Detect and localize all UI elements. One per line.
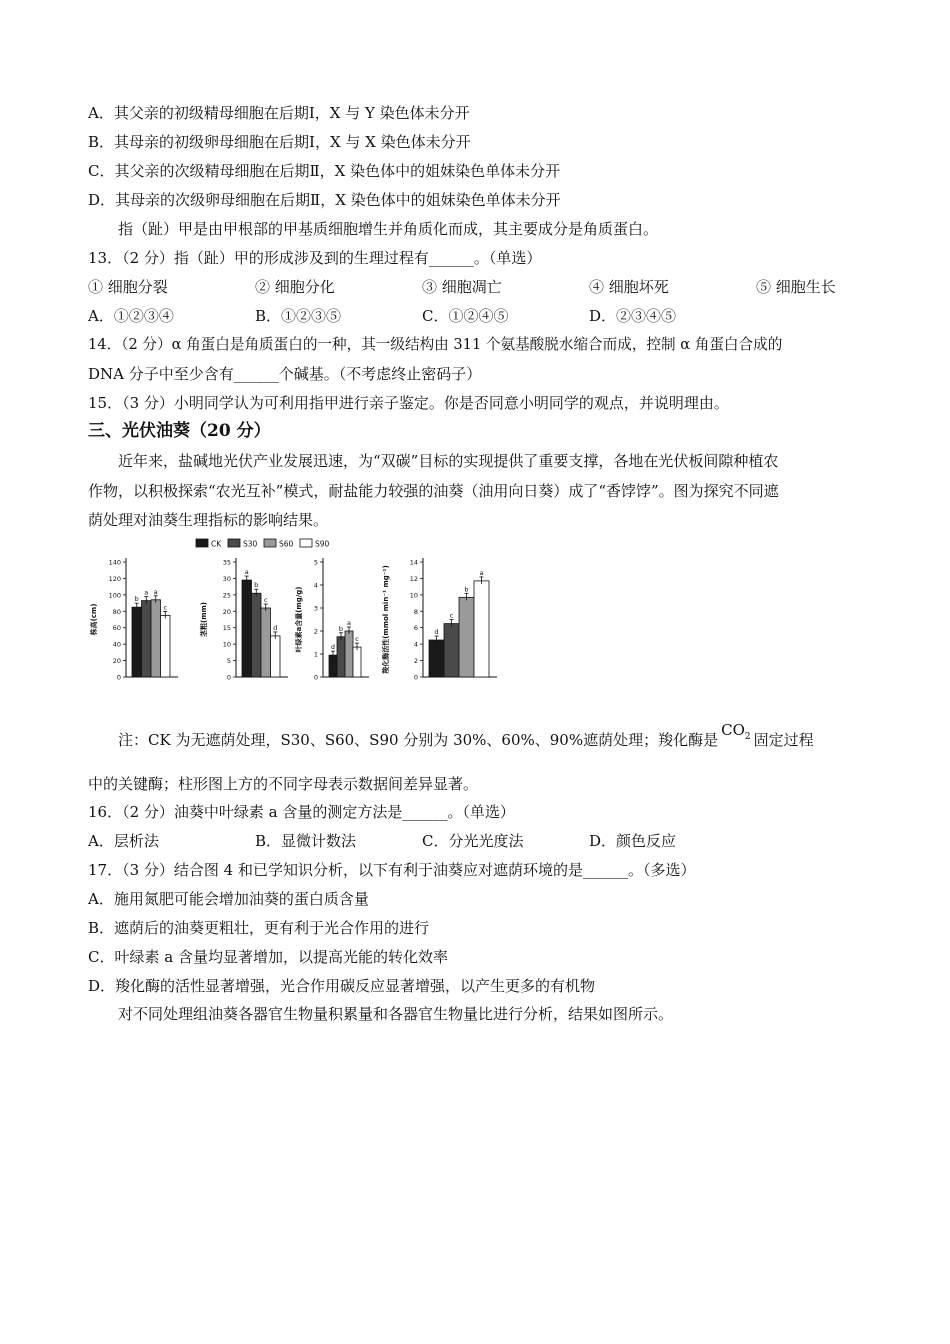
q17-option-b: B．遮荫后的油葵更粗壮，更有利于光合作用的进行 — [88, 919, 430, 937]
y-tick-label: 12 — [409, 574, 418, 583]
bar-s90 — [271, 636, 281, 677]
q16-option-d: D．颜色反应 — [589, 832, 677, 850]
y-tick-label: 40 — [112, 640, 121, 649]
y-tick-label: 35 — [222, 558, 231, 567]
y-tick-label: 5 — [313, 558, 318, 567]
chart-panel-4 — [381, 558, 497, 682]
prev-option-d: D．其母亲的次级卵母细胞在后期Ⅱ，X 染色体中的姐妹染色单体未分开 — [88, 191, 561, 209]
chart-panel-1 — [89, 558, 178, 682]
y-tick-label: 5 — [226, 657, 231, 666]
bar-s30 — [142, 601, 152, 677]
q17-option-d: D．羧化酶的活性显著增强，光合作用碳反应显著增强，以产生更多的有机物 — [88, 977, 596, 995]
bar-ck — [429, 640, 444, 677]
y-axis-label: 叶绿素a含量(mg/g) — [295, 586, 303, 653]
significance-letter: d — [273, 623, 278, 632]
legend-swatch-s30 — [228, 539, 240, 547]
q13-item-4: ④ 细胞坏死 — [589, 278, 669, 296]
significance-letter: d — [330, 643, 336, 652]
y-tick-label: 3 — [313, 604, 318, 613]
chart-panel-3 — [294, 558, 369, 682]
bar-s90 — [474, 581, 489, 677]
y-tick-label: 2 — [313, 627, 318, 636]
y-tick-label: 0 — [116, 673, 121, 682]
y-tick-label: 25 — [222, 591, 231, 600]
q16-option-c: C．分光光度法 — [422, 832, 524, 850]
significance-letter: a — [479, 568, 484, 577]
q16-option-a: A．层析法 — [88, 832, 159, 850]
y-tick-label: 10 — [222, 640, 231, 649]
bar-s60 — [261, 608, 271, 677]
bar-ck — [132, 607, 142, 677]
section-para-line2: 作物，以积极探索“农光互补”模式，耐盐能力较强的油葵（油用向日葵）成了“香饽饽”。图为探究不同遮 — [88, 482, 779, 500]
y-tick-label: 14 — [409, 558, 418, 567]
section-para-line3: 荫处理对油葵生理指标的影响结果。 — [88, 511, 329, 529]
figure-note-suffix: 固定过程 — [753, 731, 814, 749]
significance-letter: b — [254, 581, 259, 590]
y-axis-label: 株高(cm) — [90, 603, 98, 636]
prev-option-c: C．其父亲的次级精母细胞在后期Ⅱ，X 染色体中的姐妹染色单体未分开 — [88, 162, 561, 180]
y-tick-label: 8 — [413, 607, 418, 616]
q16-stem: 16．（2 分）油葵中叶绿素 a 含量的测定方法是______。（单选） — [88, 803, 515, 821]
bar-ck — [242, 580, 252, 677]
y-tick-label: 6 — [413, 624, 418, 633]
bar-s30 — [337, 637, 345, 677]
significance-letter: b — [464, 585, 469, 594]
legend-swatch-s90 — [300, 539, 312, 547]
q13-option-c: C．①②④⑤ — [422, 307, 509, 325]
legend-label-s90: S90 — [315, 539, 330, 549]
q13-stem: 13．（2 分）指（趾）甲的形成涉及到的生理过程有______。（单选） — [88, 249, 542, 267]
q14-line1: 14．（2 分）α 角蛋白是角质蛋白的一种，其一级结构由 311 个氨基酸脱水缩合而成，控制 α 角蛋白合成的 — [88, 336, 783, 353]
bar-ck — [329, 655, 337, 677]
y-tick-label: 4 — [413, 640, 418, 649]
legend-label-s60: S60 — [279, 539, 294, 549]
legend-swatch-ck — [196, 539, 208, 547]
bar-s60 — [345, 631, 353, 677]
shading-figure — [88, 534, 508, 710]
y-tick-label: 30 — [222, 574, 231, 583]
section-para-line1: 近年来，盐碱地光伏产业发展迅速，为“双碳”目标的实现提供了重要支撑，各地在光伏板间隙种植农 — [118, 452, 779, 470]
y-axis-label: 羧化酶活性(mmol min⁻¹ mg⁻¹) — [382, 565, 390, 674]
q13-option-a: A．①②③④ — [88, 307, 174, 325]
q15-stem: 15．（3 分）小明同学认为可利用指甲进行亲子鉴定。你是否同意小明同学的观点，并说明理由。 — [88, 394, 729, 412]
significance-letter: c — [163, 603, 168, 612]
q17-option-c: C．叶绿素 a 含量均显著增加，以提高光能的转化效率 — [88, 948, 448, 966]
bar-s30 — [444, 624, 459, 677]
significance-letter: a — [244, 568, 249, 577]
q13-item-5: ⑤ 细胞生长 — [756, 278, 836, 296]
q14-line2: DNA 分子中至少含有______个碱基。（不考虑终止密码子） — [88, 365, 482, 383]
significance-letter: c — [449, 611, 454, 620]
chart-legend — [196, 539, 330, 549]
q13-option-b: B．①②③⑤ — [255, 307, 342, 325]
co2-text: CO — [721, 721, 745, 739]
y-tick-label: 80 — [112, 607, 121, 616]
y-tick-label: 15 — [222, 624, 231, 633]
nail-intro: 指（趾）甲是由甲根部的甲基质细胞增生并角质化而成，其主要成分是角质蛋白。 — [118, 220, 659, 238]
prev-option-a: A．其父亲的初级精母细胞在后期Ⅰ，X 与 Y 染色体未分开 — [88, 104, 470, 122]
figure-note-line1 — [118, 721, 814, 757]
y-tick-label: 10 — [409, 591, 418, 600]
co2-subscript: 2 — [744, 732, 751, 742]
significance-letter: a — [144, 588, 149, 597]
shading-charts — [88, 534, 508, 710]
q13-item-3: ③ 细胞凋亡 — [422, 278, 502, 296]
y-tick-label: 0 — [313, 673, 318, 682]
closing-paragraph: 对不同处理组油葵各器官生物量积累量和各器官生物量比进行分析，结果如图所示。 — [118, 1005, 674, 1023]
co2-formula — [721, 721, 751, 742]
significance-letter: b — [338, 624, 344, 633]
significance-letter: c — [355, 635, 359, 644]
figure-note-line2: 中的关键酶；柱形图上方的不同字母表示数据间差异显著。 — [88, 775, 479, 793]
significance-letter: d — [434, 628, 439, 637]
q13-option-d: D．②③④⑤ — [589, 307, 677, 325]
bar-s30 — [252, 593, 262, 677]
section-title: 三、光伏油葵（20 分） — [88, 421, 271, 441]
q17-option-a: A．施用氮肥可能会增加油葵的蛋白质含量 — [88, 890, 369, 908]
y-tick-label: 100 — [108, 591, 121, 600]
bar-s60 — [459, 597, 474, 677]
figure-note-prefix: 注：CK 为无遮荫处理，S30、S60、S90 分别为 30%、60%、90%遮荫处理；羧化酶是 — [118, 731, 719, 749]
y-tick-label: 120 — [108, 574, 121, 583]
q17-stem: 17．（3 分）结合图 4 和已学知识分析，以下有利于油葵应对遮荫环境的是______。（多选） — [88, 861, 696, 879]
legend-swatch-s60 — [264, 539, 276, 547]
y-tick-label: 0 — [226, 673, 231, 682]
chart-panel-2 — [199, 558, 288, 682]
bar-s90 — [161, 615, 171, 677]
prev-option-b: B．其母亲的初级卵母细胞在后期Ⅰ，X 与 X 染色体未分开 — [88, 133, 471, 151]
legend-label-s30: S30 — [243, 539, 258, 549]
y-tick-label: 60 — [112, 624, 121, 633]
q13-item-2: ② 细胞分化 — [255, 278, 335, 296]
q13-item-1: ① 细胞分裂 — [88, 278, 168, 296]
significance-letter: b — [134, 595, 139, 604]
significance-letter: a — [347, 619, 351, 627]
significance-letter: c — [263, 596, 268, 604]
y-tick-label: 20 — [222, 607, 231, 616]
y-tick-label: 2 — [413, 657, 418, 666]
bar-s60 — [151, 600, 161, 677]
y-tick-label: 20 — [112, 657, 121, 666]
y-tick-label: 1 — [313, 650, 318, 659]
significance-letter: a — [153, 587, 158, 596]
y-tick-label: 4 — [313, 581, 318, 590]
legend-label-ck: CK — [211, 539, 222, 549]
q16-option-b: B．显微计数法 — [255, 832, 357, 850]
y-tick-label: 0 — [413, 673, 418, 682]
y-tick-label: 140 — [108, 558, 121, 567]
bar-s90 — [353, 647, 361, 677]
y-axis-label: 茎粗(mm) — [200, 602, 208, 637]
